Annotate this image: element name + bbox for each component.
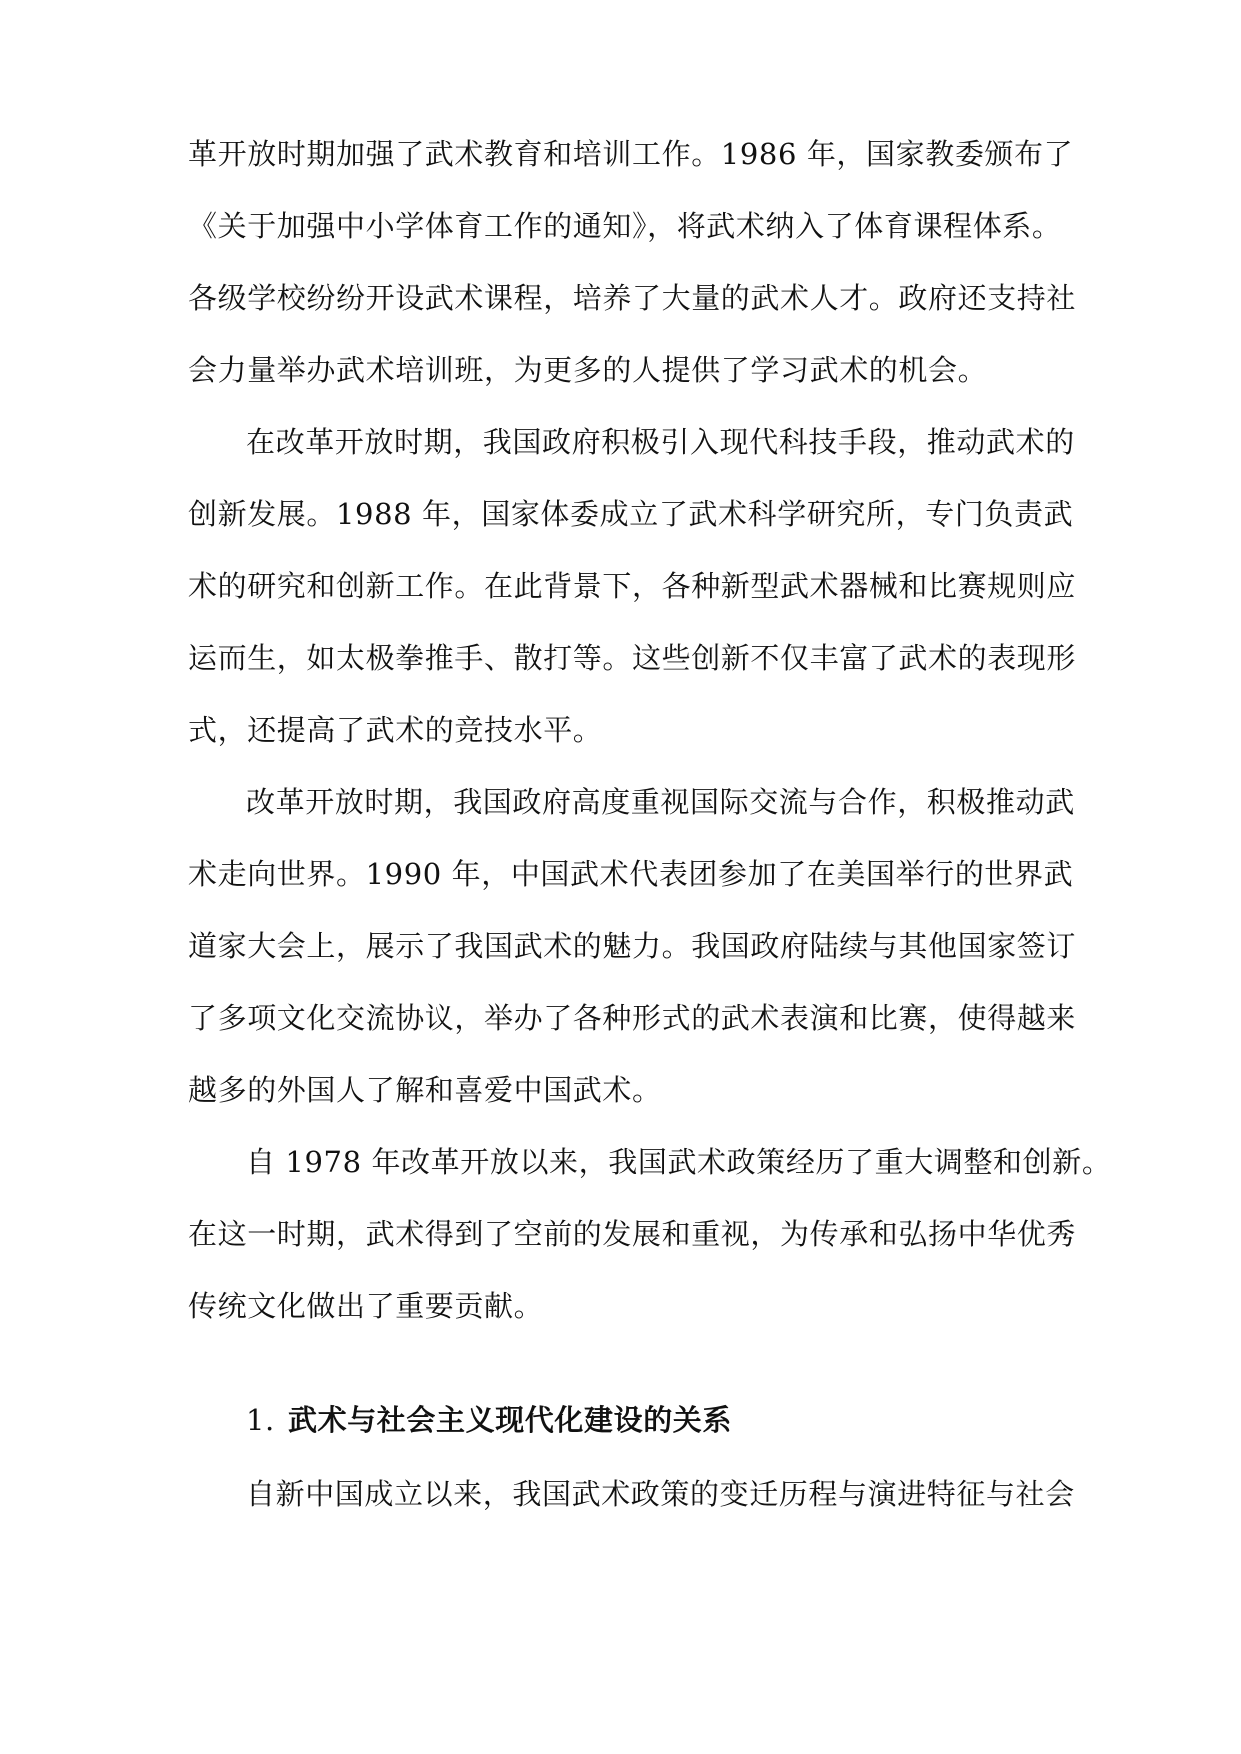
section-title: 武术与社会主义现代化建设的关系 <box>288 1403 733 1437</box>
paragraph-2-line-2: 创新发展。1988 年，国家体委成立了武术科学研究所，专门负责武 <box>188 497 1074 531</box>
paragraph-4-line-2: 在这一时期，武术得到了空前的发展和重视，为传承和弘扬中华优秀 <box>188 1217 1077 1251</box>
paragraph-1-line-2: 《关于加强中小学体育工作的通知》，将武术纳入了体育课程体系。 <box>188 209 1062 243</box>
paragraph-3-line-5: 越多的外国人了解和喜爱中国武术。 <box>188 1073 662 1107</box>
paragraph-2-line-3: 术的研究和创新工作。在此背景下，各种新型武术器械和比赛规则应 <box>188 569 1077 603</box>
section-number: 1. <box>246 1403 275 1437</box>
paragraph-3-line-2: 术走向世界。1990 年，中国武术代表团参加了在美国举行的世界武 <box>188 857 1074 891</box>
paragraph-3-line-1: 改革开放时期，我国政府高度重视国际交流与合作，积极推动武 <box>246 785 1075 819</box>
paragraph-5-line-1: 自新中国成立以来，我国武术政策的变迁历程与演进特征与社会 <box>246 1477 1075 1511</box>
paragraph-1-line-1: 革开放时期加强了武术教育和培训工作。1986 年，国家教委颁布了 <box>188 137 1074 171</box>
paragraph-2-line-1: 在改革开放时期，我国政府积极引入现代科技手段，推动武术的 <box>246 425 1075 459</box>
paragraph-4-line-3: 传统文化做出了重要贡献。 <box>188 1289 544 1323</box>
paragraph-1-line-4: 会力量举办武术培训班，为更多的人提供了学习武术的机会。 <box>188 353 988 387</box>
paragraph-2-line-4: 运而生，如太极拳推手、散打等。这些创新不仅丰富了武术的表现形 <box>188 641 1077 675</box>
paragraph-4-line-1: 自 1978 年改革开放以来，我国武术政策经历了重大调整和创新。 <box>246 1145 1112 1179</box>
paragraph-3-line-3: 道家大会上，展示了我国武术的魅力。我国政府陆续与其他国家签订 <box>188 929 1077 963</box>
paragraph-1-line-3: 各级学校纷纷开设武术课程，培养了大量的武术人才。政府还支持社 <box>188 281 1077 315</box>
paragraph-2-line-5: 式，还提高了武术的竞技水平。 <box>188 713 603 747</box>
paragraph-3-line-4: 了多项文化交流协议，举办了各种形式的武术表演和比赛，使得越来 <box>188 1001 1077 1035</box>
section-heading <box>246 1400 732 1440</box>
